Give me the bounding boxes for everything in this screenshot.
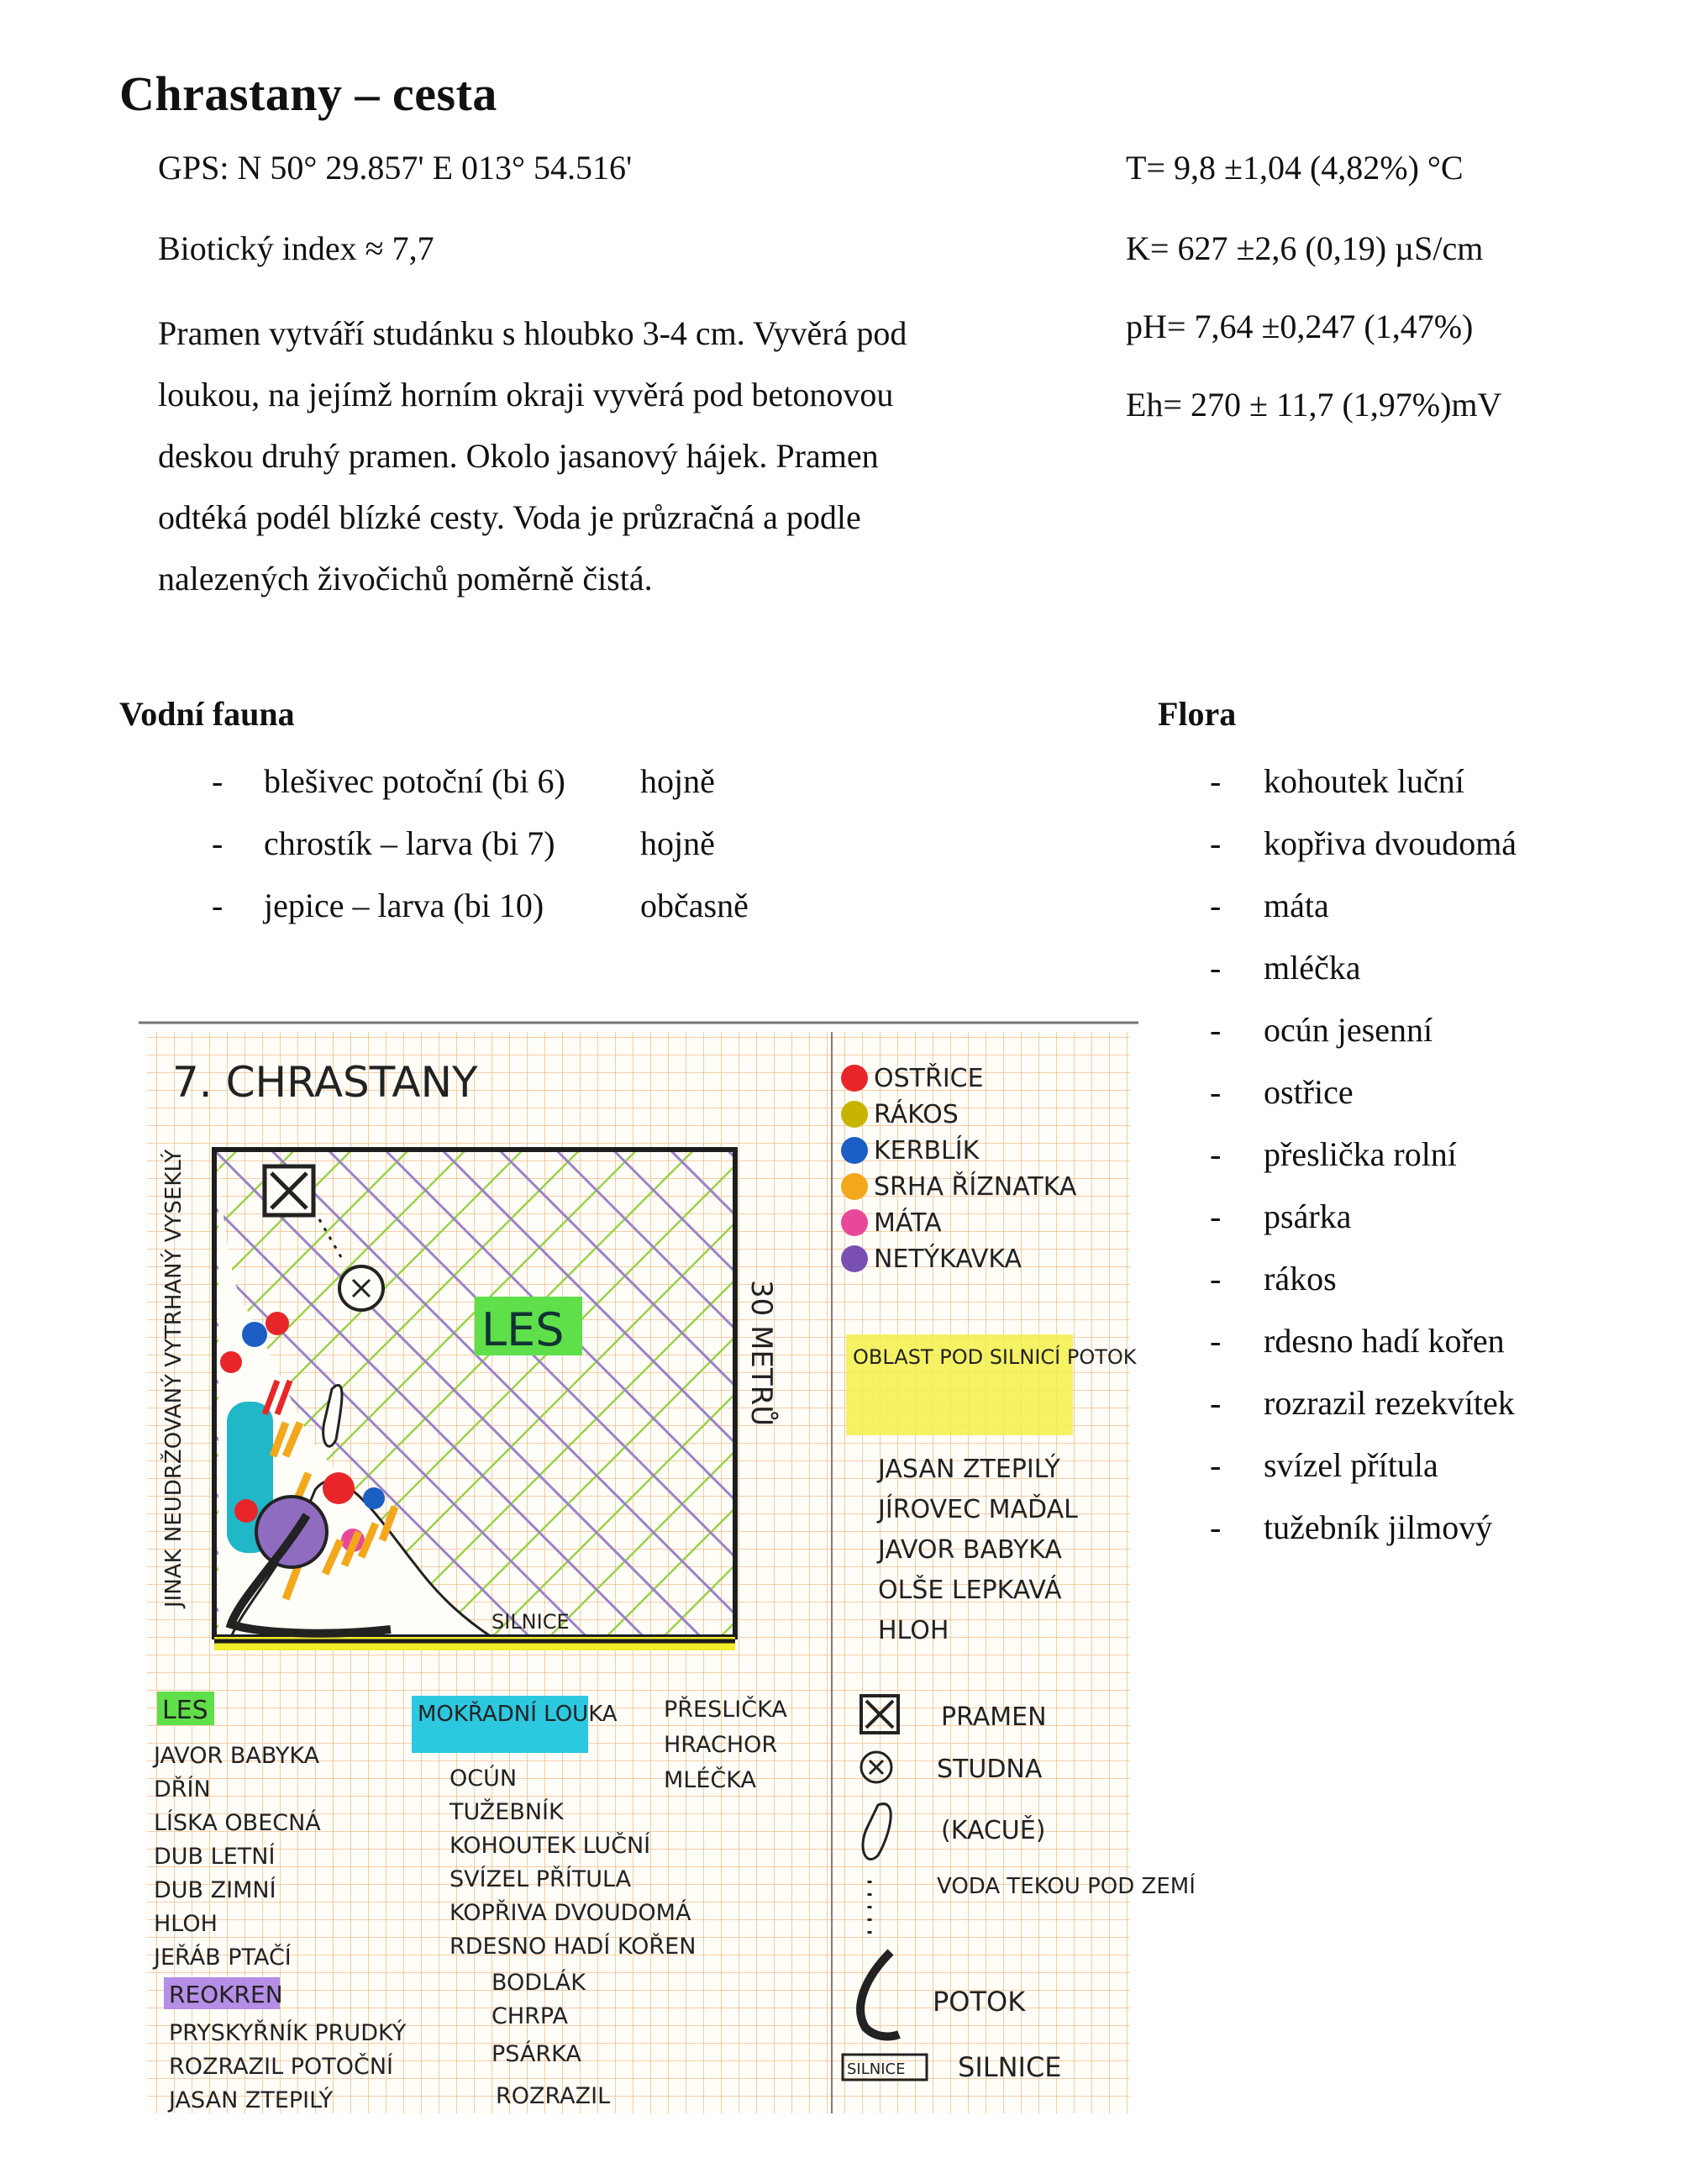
middle-list-item: MLÉČKA — [664, 1767, 756, 1793]
list-item: - psárka — [1210, 1197, 1352, 1235]
meadow-item: TUŽEBNÍK — [449, 1799, 564, 1825]
eh-reading: Eh= 270 ± 11,7 (1,97%)mV — [1126, 386, 1502, 424]
legend-swatch — [841, 1245, 868, 1272]
description-line: Pramen vytváří studánku s hloubko 3-4 cm. Vyvěrá pod — [158, 314, 907, 352]
meadow-item: OCÚN — [449, 1766, 518, 1792]
list-item: - máta — [1210, 887, 1329, 924]
plant-dot — [220, 1351, 242, 1373]
symbol-label: PRAMEN — [941, 1702, 1047, 1732]
flora-heading: Flora — [1158, 695, 1237, 733]
meadow-item: BODLÁK — [492, 1970, 586, 1996]
list-item: - přeslička rolní — [1210, 1135, 1457, 1173]
symbol-label: STUDNA — [937, 1755, 1043, 1784]
description-line: loukou, na jejímž horním okraji vyvěrá pod betonovou — [158, 376, 894, 413]
list-item: - kohoutek luční — [1210, 762, 1464, 800]
sketch-title: 7. CHRASTANY — [172, 1058, 478, 1107]
plant-dot — [234, 1499, 258, 1523]
reokren-item: JASAN ZTEPILÝ — [169, 2087, 334, 2113]
fauna-list — [212, 761, 800, 948]
site-description — [158, 303, 998, 609]
scale-label: 30 METRŮ — [744, 1280, 778, 1427]
road-area-item: HLOH — [878, 1616, 949, 1645]
road-area-item: JAVOR BABYKA — [878, 1535, 1062, 1565]
list-item: - rozrazil rezekvítek — [1210, 1384, 1515, 1422]
road-highlight — [214, 1637, 735, 1650]
list-item: - chrostík – larva (bi 7) hojně — [212, 824, 715, 862]
les-map-label: LES — [481, 1303, 565, 1356]
road-legend-text: SILNICE — [847, 2060, 906, 2078]
legend-label: SRHA ŘÍZNATKA — [874, 1172, 1077, 1202]
meadow-item: ROZRAZIL — [496, 2083, 611, 2109]
list-item: - tužebník jilmový — [1210, 1508, 1493, 1546]
legend-label: KERBLÍK — [874, 1136, 980, 1166]
field-sketch — [139, 1019, 1196, 2113]
legend-swatch — [841, 1065, 868, 1092]
list-item: - blešivec potoční (bi 6) hojně — [212, 762, 715, 800]
fauna-heading: Vodní fauna — [119, 695, 295, 733]
flora-list — [1210, 761, 1680, 1570]
meadow-item: KOPŘIVA DVOUDOMÁ — [449, 1900, 691, 1926]
symbol-label: POTOK — [933, 1986, 1026, 2018]
legend-label: OSTŘICE — [874, 1064, 984, 1093]
conductivity-reading: K= 627 ±2,6 (0,19) µS/cm — [1126, 229, 1484, 267]
legend-swatch — [841, 1209, 868, 1236]
gps-coordinates: GPS: N 50° 29.857' E 013° 54.516' — [158, 149, 633, 187]
meadow-item: KOHOUTEK LUČNÍ — [449, 1833, 651, 1859]
reokren-item: ROZRAZIL POTOČNÍ — [169, 2054, 394, 2080]
plant-dot — [265, 1312, 289, 1335]
meadow-item: CHRPA — [492, 2003, 568, 2029]
legend-label: NETÝKAVKA — [874, 1245, 1022, 1274]
road-area-item: JASAN ZTEPILÝ — [878, 1455, 1060, 1484]
list-item: - ocún jesenní — [1210, 1011, 1433, 1049]
left-margin-note: JINAK NEUDRŽOVANÝ VYTRHANÝ VYSEKLÝ — [161, 1149, 187, 1608]
road-area-item: OLŠE LEPKAVÁ — [878, 1576, 1062, 1605]
list-item: - mléčka — [1210, 949, 1361, 987]
temperature-reading: T= 9,8 ±1,04 (4,82%) °C — [1126, 149, 1464, 187]
road-area-heading: OBLAST POD SILNICÍ POTOK — [853, 1345, 1137, 1369]
reokren-heading: REOKREN — [169, 1981, 283, 2008]
plant-dot — [242, 1322, 267, 1347]
middle-list-item: HRACHOR — [664, 1732, 778, 1758]
les-list-item: DUB ZIMNÍ — [154, 1877, 276, 1903]
middle-list-item: PŘESLIČKA — [664, 1697, 787, 1723]
plant-dot — [363, 1487, 385, 1509]
meadow-item: SVÍZEL PŘÍTULA — [449, 1866, 632, 1892]
les-list-item: HLOH — [154, 1911, 218, 1937]
legend-swatch — [841, 1101, 868, 1128]
list-item: - ostřice — [1210, 1073, 1354, 1111]
map-road-label: SILNICE — [492, 1610, 570, 1634]
symbol-label: (KACUĚ) — [941, 1816, 1046, 1845]
list-item: - svízel přítula — [1210, 1446, 1438, 1484]
meadow-item: RDESNO HADÍ KOŘEN — [449, 1934, 697, 1960]
plant-dot — [323, 1472, 355, 1504]
legend-label: RÁKOS — [874, 1100, 959, 1129]
symbol-label: SILNICE — [958, 2051, 1062, 2083]
ph-reading: pH= 7,64 ±0,247 (1,47%) — [1126, 308, 1474, 345]
les-list-item: LÍSKA OBECNÁ — [154, 1810, 321, 1836]
list-item: - jepice – larva (bi 10) občasně — [212, 887, 749, 924]
les-list-item: JEŘÁB PTAČÍ — [154, 1945, 292, 1971]
description-line: nalezených živočichů poměrně čistá. — [158, 560, 653, 597]
list-item: - rákos — [1210, 1260, 1337, 1297]
meadow-heading: MOKŘADNÍ LOUKA — [418, 1702, 618, 1727]
legend-swatch — [841, 1173, 868, 1200]
symbol-label: VODA TEKOU POD ZEMÍ — [937, 1874, 1196, 1899]
legend-label: MÁTA — [874, 1208, 942, 1238]
legend-swatch — [841, 1137, 868, 1164]
les-list-item: DUB LETNÍ — [154, 1844, 276, 1870]
description-line: deskou druhý pramen. Okolo jasanový hájek. Pramen — [158, 437, 879, 475]
reokren-item: PRYSKYŘNÍK PRUDKÝ — [169, 2020, 407, 2046]
list-item: - rdesno hadí kořen — [1210, 1322, 1505, 1360]
road-area-item: JÍROVEC MAĎAL — [878, 1495, 1078, 1524]
list-item: - kopřiva dvoudomá — [1210, 824, 1517, 862]
biotic-index: Biotický index ≈ 7,7 — [158, 229, 434, 267]
les-list-item: JAVOR BABYKA — [154, 1743, 320, 1769]
les-list-heading: LES — [162, 1696, 208, 1725]
meadow-item: PSÁRKA — [492, 2041, 581, 2067]
les-list-item: DŘÍN — [154, 1776, 211, 1802]
description-line: odtéká podél blízké cesty. Voda je průzračná a podle — [158, 498, 861, 536]
page-title: Chrastany – cesta — [119, 66, 497, 121]
